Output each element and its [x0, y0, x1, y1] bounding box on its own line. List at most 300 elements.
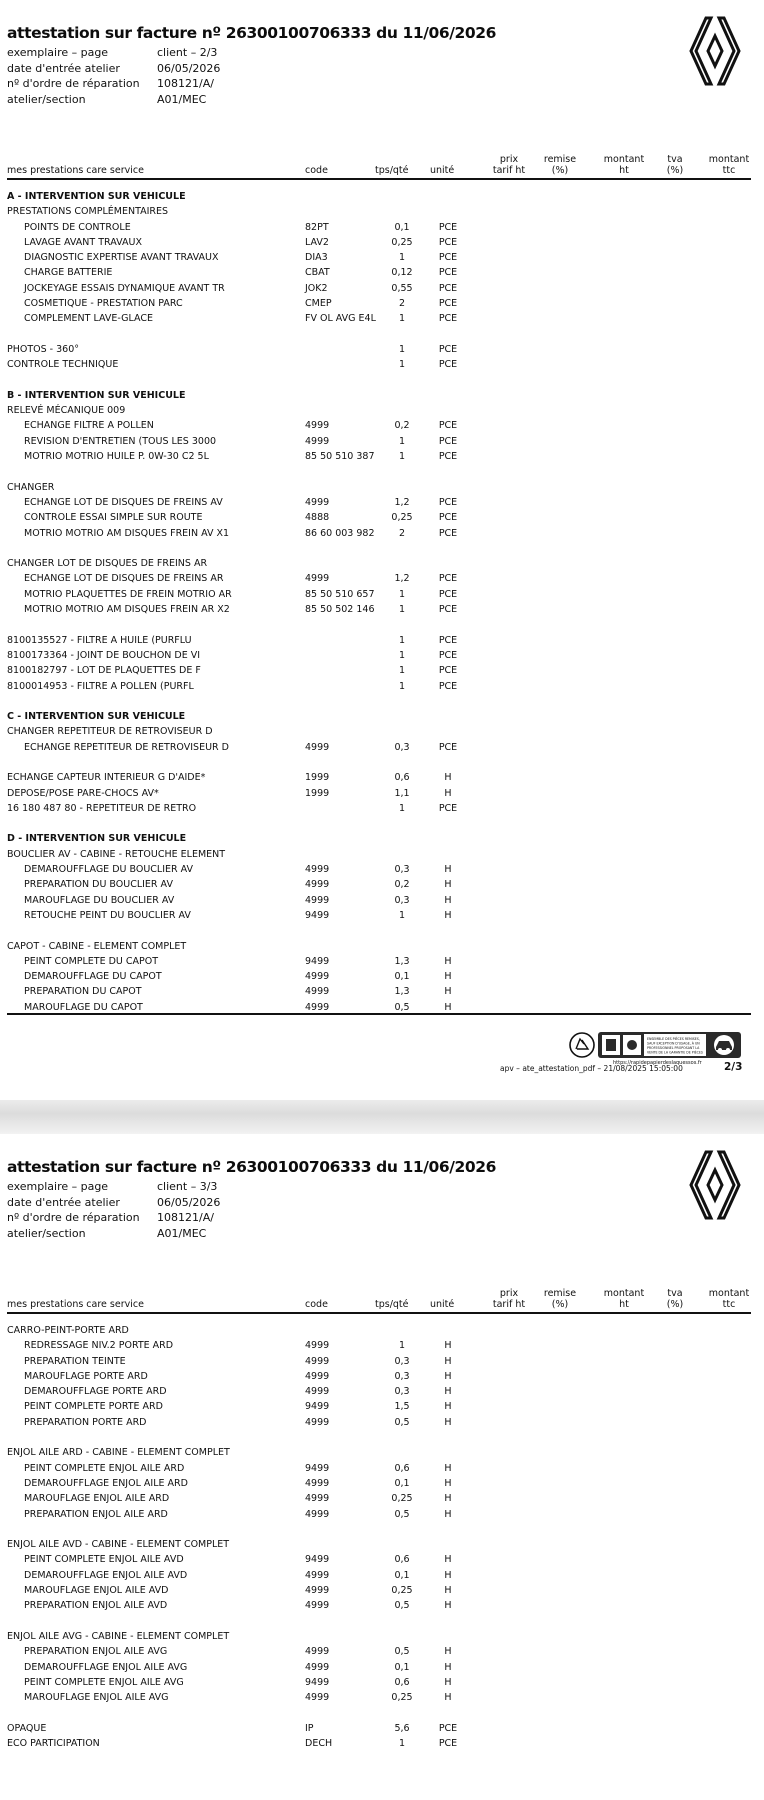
line-description: CONTROLE TECHNIQUE	[7, 359, 119, 371]
spacer-row	[7, 464, 751, 479]
invoice-line	[7, 1369, 751, 1384]
line-description: MAROUFLAGE ENJOL AILE AVG	[24, 1692, 169, 1704]
invoice-line	[7, 862, 751, 877]
line-quantity: 0,1	[394, 971, 410, 983]
line-description: BOUCLIER AV - CABINE - RETOUCHE ELEMENT	[7, 848, 226, 860]
meta-label: atelier/section	[7, 1226, 86, 1240]
line-code: JOK2	[305, 282, 328, 294]
invoice-line	[7, 403, 751, 418]
line-description: 8100135527 - FILTRE A HUILE (PURFLU	[7, 634, 192, 646]
line-description: PEINT COMPLETE ENJOL AILE AVG	[24, 1676, 184, 1688]
line-unit: H	[444, 1462, 452, 1474]
svg-text:PROFESSIONNEL PROPOSANT LA: PROFESSIONNEL PROPOSANT LA	[647, 1046, 700, 1050]
spacer-row	[7, 694, 751, 709]
section-heading	[7, 388, 751, 403]
line-code: 4999	[305, 1569, 330, 1581]
line-quantity: 1	[398, 359, 406, 371]
line-unit: PCE	[438, 435, 458, 447]
invoice-line	[7, 648, 751, 663]
line-description: CHANGER REPETITEUR DE RETROVISEUR D	[7, 726, 213, 738]
col-tps: tps/qté	[375, 1299, 409, 1310]
line-unit: H	[444, 1340, 452, 1352]
line-description: PHOTOS - 360°	[7, 343, 80, 355]
line-description: PEINT COMPLETE DU CAPOT	[24, 955, 159, 967]
invoice-line	[7, 556, 751, 571]
meta-label: exemplaire – page	[7, 1180, 109, 1193]
line-unit: PCE	[438, 649, 458, 661]
invoice-line	[7, 510, 751, 525]
meta-label: date d'entrée atelier	[7, 1195, 120, 1209]
line-description: PREPARATION ENJOL AILE ARD	[24, 1508, 168, 1520]
line-description: LAVAGE AVANT TRAVAUX	[24, 236, 142, 248]
line-quantity: 0,3	[394, 1355, 410, 1367]
invoice-line	[7, 1598, 751, 1613]
spacer-row	[7, 327, 751, 342]
spacer-row	[7, 755, 751, 770]
invoice-line	[7, 969, 751, 984]
line-code: 4999	[305, 573, 330, 585]
line-code: 4999	[305, 1386, 330, 1398]
line-code: 4999	[305, 879, 330, 891]
line-description: PREPARATION ENJOL AILE AVG	[24, 1646, 168, 1658]
meta-value: 06/05/2026	[157, 1195, 221, 1209]
line-quantity: 0,6	[394, 1676, 410, 1688]
col-code: code	[305, 1299, 328, 1310]
line-description: DEMAROUFFLAGE ENJOL AILE AVG	[24, 1661, 188, 1673]
col-service: mes prestations care service	[7, 165, 144, 176]
line-code: 85 50 510 657	[305, 588, 375, 600]
invoice-line	[7, 1491, 751, 1506]
generated-stamp: apv – ate_attestation_pdf – 21/08/2025 15:05:00	[500, 1064, 683, 1073]
line-code: 4999	[305, 986, 330, 998]
line-unit: H	[444, 1401, 452, 1413]
line-unit: PCE	[438, 313, 458, 325]
line-code: 4999	[305, 1001, 330, 1013]
invoice-line	[7, 1675, 751, 1690]
line-quantity: 1	[398, 665, 406, 677]
meta-value: client – 3/3	[157, 1180, 218, 1193]
line-code: 4999	[305, 1646, 330, 1658]
line-description: ECHANGE REPETITEUR DE RETROVISEUR D	[24, 741, 229, 753]
line-code: 4999	[305, 971, 330, 983]
footer-rule	[7, 1013, 751, 1015]
line-code: 86 60 003 982	[305, 527, 375, 539]
line-description: 8100182797 - LOT DE PLAQUETTES DE F	[7, 665, 201, 677]
line-quantity: 0,3	[394, 864, 410, 876]
spacer-row	[7, 1430, 751, 1445]
invoice-line	[7, 357, 751, 372]
line-quantity: 1	[398, 634, 406, 646]
line-code: 85 50 510 387	[305, 451, 375, 463]
meta-value: 06/05/2026	[157, 61, 221, 75]
line-quantity: 1	[398, 313, 406, 325]
line-unit: PCE	[438, 527, 458, 539]
invoice-line	[7, 633, 751, 648]
line-code: 4999	[305, 741, 330, 753]
meta-value: A01/MEC	[157, 1226, 207, 1240]
line-code: 82PT	[305, 221, 329, 233]
invoice-line	[7, 434, 751, 449]
line-description: PREPARATION DU CAPOT	[24, 986, 142, 998]
page-separator	[0, 1100, 764, 1134]
col-unit: unité	[430, 165, 455, 176]
line-description: PEINT COMPLETE ENJOL AILE ARD	[24, 1462, 185, 1474]
renault-logo-icon	[689, 1150, 741, 1220]
line-unit: PCE	[438, 512, 458, 524]
line-description: MOTRIO PLAQUETTES DE FREIN MOTRIO AR	[24, 588, 232, 600]
col-montant-ttc: montant ttc	[708, 154, 750, 176]
spacer-row	[7, 617, 751, 632]
invoice-line	[7, 663, 751, 678]
line-code: 4999	[305, 1508, 330, 1520]
section-heading	[7, 189, 751, 204]
invoice-page-3	[0, 1134, 764, 1800]
line-description: REVISION D'ENTRETIEN (TOUS LES 3000	[24, 435, 217, 447]
line-unit: H	[444, 1370, 452, 1382]
line-description: MAROUFLAGE DU BOUCLIER AV	[24, 894, 175, 906]
line-quantity: 0,25	[391, 1585, 413, 1597]
line-quantity: 1	[398, 252, 406, 264]
line-description: MAROUFLAGE ENJOL AILE AVD	[24, 1585, 169, 1597]
line-quantity: 1	[398, 802, 406, 814]
col-tva: tva (%)	[666, 1288, 684, 1310]
line-unit: H	[444, 1692, 452, 1704]
line-quantity: 5,6	[394, 1722, 410, 1734]
line-unit: H	[444, 1600, 452, 1612]
line-description: PEINT COMPLETE PORTE ARD	[24, 1401, 163, 1413]
line-code: 4999	[305, 1600, 330, 1612]
line-quantity: 1	[398, 435, 406, 447]
line-unit: PCE	[438, 802, 458, 814]
line-code: 9499	[305, 1462, 330, 1474]
line-code: 4999	[305, 496, 330, 508]
invoice-line	[7, 1338, 751, 1353]
invoice-line	[7, 1736, 751, 1751]
line-description: CHANGER LOT DE DISQUES DE FREINS AR	[7, 558, 208, 570]
line-description: PREPARATION TEINTE	[24, 1355, 126, 1367]
col-montant-ht: montant ht	[603, 1288, 645, 1310]
line-code: DECH	[305, 1738, 333, 1750]
line-quantity: 0,3	[394, 1386, 410, 1398]
line-quantity: 0,3	[394, 741, 410, 753]
line-code: 9499	[305, 955, 330, 967]
line-description: D - INTERVENTION SUR VEHICULE	[7, 833, 187, 845]
invoice-lines	[7, 1323, 751, 1751]
line-code: 4999	[305, 894, 330, 906]
invoice-line	[7, 786, 751, 801]
col-remise: remise (%)	[543, 1288, 577, 1310]
section-heading	[7, 709, 751, 724]
line-description: ECHANGE LOT DE DISQUES DE FREINS AV	[24, 496, 223, 508]
invoice-line	[7, 1721, 751, 1736]
col-code: code	[305, 165, 328, 176]
col-service: mes prestations care service	[7, 1299, 144, 1310]
line-quantity: 0,5	[394, 1416, 410, 1428]
invoice-line	[7, 220, 751, 235]
line-description: ECO PARTICIPATION	[7, 1738, 100, 1750]
line-unit: H	[444, 864, 452, 876]
line-description: DEMAROUFFLAGE ENJOL AILE ARD	[24, 1477, 188, 1489]
line-description: ENJOL AILE AVD - CABINE - ELEMENT COMPLET	[7, 1539, 230, 1551]
line-description: CHANGER	[7, 481, 55, 493]
line-description: DEMAROUFFLAGE DU BOUCLIER AV	[24, 864, 194, 876]
line-unit: H	[444, 971, 452, 983]
line-description: ECHANGE FILTRE A POLLEN	[24, 420, 154, 432]
line-description: DEMAROUFFLAGE DU CAPOT	[24, 971, 162, 983]
invoice-line	[7, 1461, 751, 1476]
line-unit: PCE	[438, 282, 458, 294]
page-title: attestation sur facture nº 26300100706333 du 11/06/2026	[7, 1158, 497, 1176]
line-description: 8100014953 - FILTRE A POLLEN (PURFL	[7, 680, 194, 692]
line-quantity: 1	[398, 1340, 406, 1352]
line-quantity: 2	[398, 527, 406, 539]
line-code: 4888	[305, 512, 330, 524]
line-code: 4999	[305, 1477, 330, 1489]
spacer-row	[7, 923, 751, 938]
line-unit: PCE	[438, 343, 458, 355]
invoice-line	[7, 1583, 751, 1598]
line-unit: H	[444, 955, 452, 967]
line-description: JOCKEYAGE ESSAIS DYNAMIQUE AVANT TR	[24, 282, 225, 294]
invoice-line	[7, 847, 751, 862]
line-quantity: 1	[398, 343, 406, 355]
invoice-line	[7, 1507, 751, 1522]
line-description: ENJOL AILE ARD - CABINE - ELEMENT COMPLET	[7, 1447, 230, 1459]
line-description: COMPLEMENT LAVE-GLACE	[24, 313, 153, 325]
svg-text:ENSEMBLE DES PIÈCES REMISES,: ENSEMBLE DES PIÈCES REMISES,	[647, 1037, 700, 1041]
svg-text:SAUF EXCEPTION D'USAGE, À UN: SAUF EXCEPTION D'USAGE, À UN	[647, 1041, 700, 1046]
line-unit: H	[444, 986, 452, 998]
line-quantity: 0,5	[394, 1600, 410, 1612]
invoice-line	[7, 954, 751, 969]
line-unit: H	[444, 1355, 452, 1367]
line-description: MAROUFLAGE PORTE ARD	[24, 1370, 148, 1382]
line-unit: PCE	[438, 267, 458, 279]
invoice-line	[7, 1399, 751, 1414]
line-unit: H	[444, 787, 452, 799]
invoice-line	[7, 893, 751, 908]
line-description: PREPARATION PORTE ARD	[24, 1416, 147, 1428]
line-quantity: 0,2	[394, 879, 410, 891]
invoice-lines	[7, 189, 751, 1015]
invoice-line	[7, 740, 751, 755]
line-description: ENJOL AILE AVG - CABINE - ELEMENT COMPLET	[7, 1630, 230, 1642]
line-quantity: 0,1	[394, 1477, 410, 1489]
line-quantity: 2	[398, 298, 406, 310]
invoice-line	[7, 281, 751, 296]
line-quantity: 0,5	[394, 1646, 410, 1658]
col-prix: prix tarif ht	[492, 154, 526, 176]
line-quantity: 1,3	[394, 986, 410, 998]
line-unit: H	[444, 1416, 452, 1428]
line-unit: PCE	[438, 496, 458, 508]
invoice-line	[7, 265, 751, 280]
badge-url: https://rapidepapierdeslaquessos.fr	[613, 1060, 702, 1066]
line-code: DIA3	[305, 252, 328, 264]
line-description: PEINT COMPLETE ENJOL AILE AVD	[24, 1554, 184, 1566]
line-unit: H	[444, 1569, 452, 1581]
line-quantity: 0,5	[394, 1508, 410, 1520]
meta-block	[7, 45, 220, 107]
line-quantity: 1	[398, 909, 406, 921]
invoice-line	[7, 495, 751, 510]
line-unit: PCE	[438, 451, 458, 463]
line-code: 4999	[305, 1585, 330, 1597]
line-quantity: 0,1	[394, 1569, 410, 1581]
line-quantity: 0,25	[391, 1692, 413, 1704]
eco-badge-icon	[568, 1030, 743, 1060]
line-unit: PCE	[438, 1738, 458, 1750]
line-quantity: 1	[398, 649, 406, 661]
header-rule	[7, 178, 751, 180]
line-quantity: 0,6	[394, 772, 410, 784]
invoice-line	[7, 587, 751, 602]
invoice-line	[7, 1445, 751, 1460]
col-unit: unité	[430, 1299, 455, 1310]
line-quantity: 0,55	[391, 282, 413, 294]
invoice-line	[7, 1384, 751, 1399]
spacer-row	[7, 816, 751, 831]
line-quantity: 0,25	[391, 236, 413, 248]
line-description: PRESTATIONS COMPLÉMENTAIRES	[7, 206, 169, 218]
invoice-line	[7, 939, 751, 954]
line-code: 4999	[305, 1416, 330, 1428]
line-code: 4999	[305, 420, 330, 432]
line-quantity: 0,12	[391, 267, 413, 279]
page-title: attestation sur facture nº 26300100706333 du 11/06/2026	[7, 24, 497, 42]
line-unit: PCE	[438, 573, 458, 585]
line-unit: H	[444, 1646, 452, 1658]
col-remise: remise (%)	[543, 154, 577, 176]
invoice-line	[7, 250, 751, 265]
line-unit: PCE	[438, 221, 458, 233]
line-unit: PCE	[438, 741, 458, 753]
line-description: 8100173364 - JOINT DE BOUCHON DE VI	[7, 649, 201, 661]
line-unit: H	[444, 1386, 452, 1398]
line-quantity: 0,1	[394, 221, 410, 233]
col-prix: prix tarif ht	[492, 1288, 526, 1310]
line-description: CONTROLE ESSAI SIMPLE SUR ROUTE	[24, 512, 203, 524]
spacer-row	[7, 541, 751, 556]
invoice-line	[7, 235, 751, 250]
meta-label: nº d'ordre de réparation	[7, 1211, 140, 1224]
line-code: 9499	[305, 909, 330, 921]
col-montant-ht: montant ht	[603, 154, 645, 176]
line-code: 9499	[305, 1401, 330, 1413]
line-unit: H	[444, 1554, 452, 1566]
line-quantity: 1,2	[394, 573, 410, 585]
invoice-line	[7, 418, 751, 433]
line-description: CARRO-PEINT-PORTE ARD	[7, 1325, 129, 1336]
line-quantity: 0,1	[394, 1661, 410, 1673]
line-code: 1999	[305, 772, 330, 784]
line-unit: H	[444, 1493, 452, 1505]
line-quantity: 0,25	[391, 1493, 413, 1505]
line-unit: H	[444, 1508, 452, 1520]
line-unit: PCE	[438, 665, 458, 677]
section-heading	[7, 831, 751, 846]
invoice-line	[7, 526, 751, 541]
spacer-row	[7, 1522, 751, 1537]
line-unit: H	[444, 1661, 452, 1673]
line-description: COSMETIQUE - PRESTATION PARC	[24, 298, 183, 310]
line-unit: PCE	[438, 359, 458, 371]
line-unit: H	[444, 1477, 452, 1489]
table-header	[7, 152, 751, 178]
table-header	[7, 1286, 751, 1312]
line-code: 4999	[305, 864, 330, 876]
line-quantity: 0,3	[394, 1370, 410, 1382]
invoice-line	[7, 1690, 751, 1705]
line-description: ECHANGE LOT DE DISQUES DE FREINS AR	[24, 573, 224, 585]
invoice-line	[7, 1644, 751, 1659]
invoice-line	[7, 342, 751, 357]
spacer-row	[7, 1614, 751, 1629]
renault-logo-icon	[689, 16, 741, 86]
line-code: 1999	[305, 787, 330, 799]
line-description: PREPARATION DU BOUCLIER AV	[24, 879, 173, 891]
line-code: FV OL AVG E4L	[305, 313, 376, 325]
line-description: RETOUCHE PEINT DU BOUCLIER AV	[24, 909, 191, 921]
line-unit: H	[444, 1585, 452, 1597]
invoice-line	[7, 908, 751, 923]
invoice-line	[7, 1537, 751, 1552]
line-unit: H	[444, 1001, 452, 1013]
meta-label: nº d'ordre de réparation	[7, 77, 140, 90]
invoice-line	[7, 1415, 751, 1430]
line-quantity: 0,6	[394, 1554, 410, 1566]
invoice-line	[7, 1323, 751, 1338]
line-unit: PCE	[438, 604, 458, 616]
line-description: PREPARATION ENJOL AILE AVD	[24, 1600, 168, 1612]
line-code: 4999	[305, 435, 330, 447]
line-description: OPAQUE	[7, 1722, 47, 1734]
line-description: 16 180 487 80 - REPETITEUR DE RETRO	[7, 802, 197, 814]
invoice-line	[7, 801, 751, 816]
line-description: DEMAROUFFLAGE PORTE ARD	[24, 1386, 167, 1398]
meta-label: atelier/section	[7, 92, 86, 106]
meta-value: A01/MEC	[157, 92, 207, 106]
invoice-line	[7, 449, 751, 464]
line-quantity: 1	[398, 588, 406, 600]
line-unit: H	[444, 1676, 452, 1688]
line-description: MAROUFLAGE DU CAPOT	[24, 1001, 143, 1013]
invoice-line	[7, 877, 751, 892]
line-description: CAPOT - CABINE - ELEMENT COMPLET	[7, 940, 187, 952]
line-code: IP	[305, 1722, 314, 1734]
line-code: 4999	[305, 1355, 330, 1367]
meta-label: exemplaire – page	[7, 46, 109, 59]
invoice-line	[7, 770, 751, 785]
line-unit: PCE	[438, 236, 458, 248]
line-unit: PCE	[438, 634, 458, 646]
line-description: MOTRIO MOTRIO AM DISQUES FREIN AR X2	[24, 604, 230, 616]
invoice-line	[7, 679, 751, 694]
line-code: 4999	[305, 1370, 330, 1382]
line-description: DEMAROUFFLAGE ENJOL AILE AVD	[24, 1569, 188, 1581]
line-description: DIAGNOSTIC EXPERTISE AVANT TRAVAUX	[24, 252, 219, 264]
col-tps: tps/qté	[375, 165, 409, 176]
line-description: CHARGE BATTERIE	[24, 267, 113, 279]
meta-value: client – 2/3	[157, 46, 218, 59]
line-description: REDRESSAGE NIV.2 PORTE ARD	[24, 1340, 174, 1352]
invoice-line	[7, 204, 751, 219]
line-code: CMEP	[305, 298, 332, 310]
line-quantity: 1,3	[394, 955, 410, 967]
line-quantity: 0,25	[391, 512, 413, 524]
line-description: C - INTERVENTION SUR VEHICULE	[7, 711, 186, 723]
invoice-line	[7, 1629, 751, 1644]
